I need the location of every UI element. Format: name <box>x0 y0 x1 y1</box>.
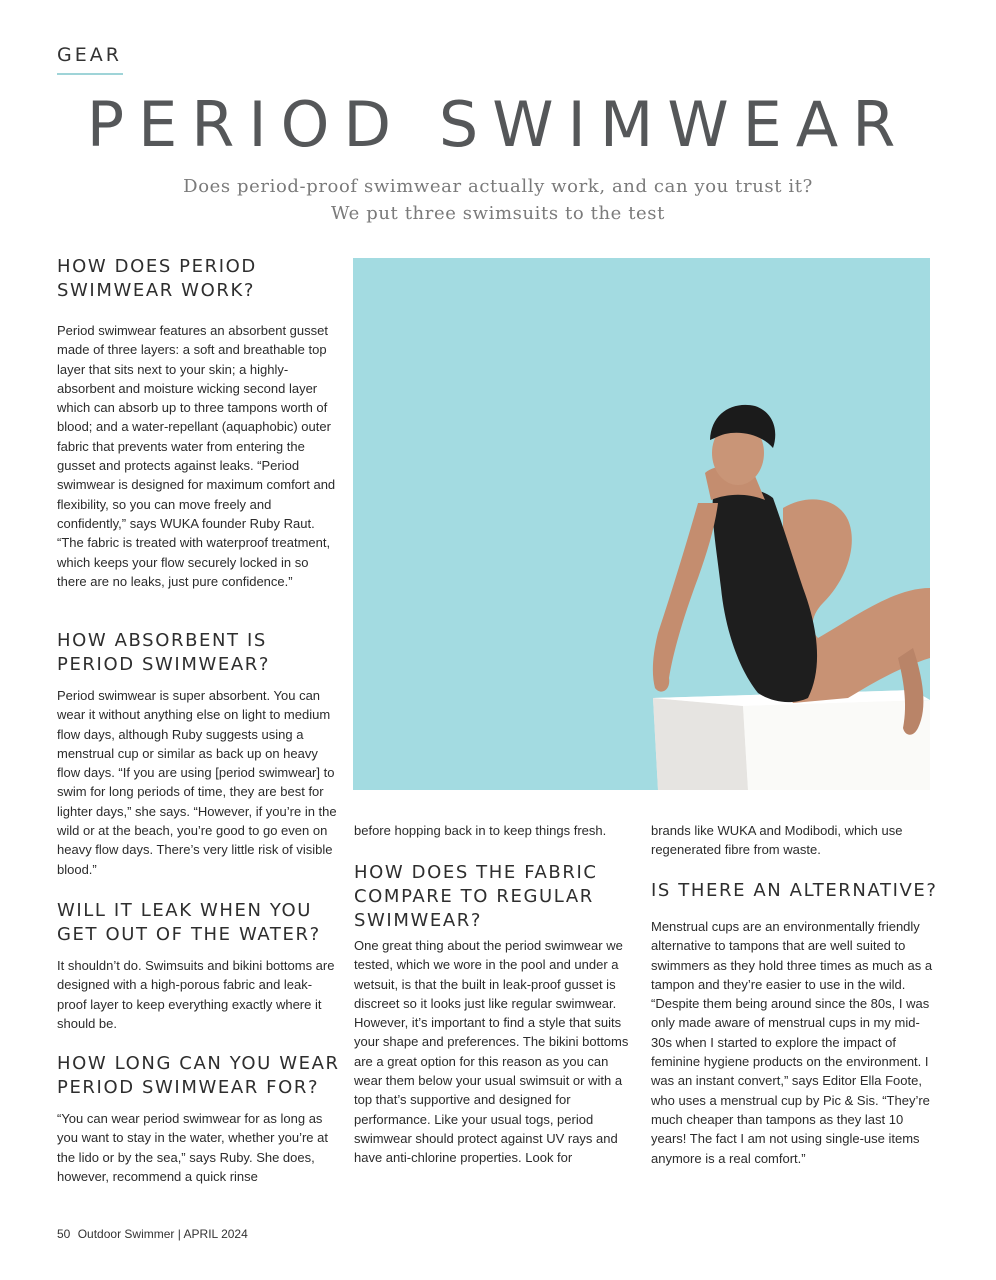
swimmer-illustration <box>353 258 930 790</box>
heading-line: HOW DOES THE FABRIC <box>354 862 598 883</box>
heading-fabric-compare <box>354 861 636 933</box>
heading-line: SWIMWEAR WORK? <box>57 280 256 301</box>
heading-line: IS THERE AN ALTERNATIVE? <box>651 880 938 901</box>
swimmer-photo <box>353 258 930 790</box>
body-how-does-it-work: Period swimwear features an absorbent gusset made of three layers: a soft and breathable top layer that sits next to your skin; a highly-absorbent and moisture wicking second layer which can absorb up to three tampons worth of blood; and a water-repellant (aquaphobic) outer fabric that prevents water from entering the gusset and protects against leaks. “Period swimwear is designed for maximum comfort and flexibility, so you can move freely and confidently,” says WUKA founder Ruby Raut. “The fabric is treated with waterproof treatment, which keeps your flow securely locked in so there are no leaks, just pure confidence.” <box>57 323 336 589</box>
heading-how-does-it-work <box>57 255 339 303</box>
body-how-absorbent: Period swimwear is super absorbent. You can wear it without anything else on light to medium flow days, although Ruby suggests using a menstrual cup or similar as back up on heavy flow days. “If you are using [period swimwear] to swim for long periods of time, they are best for lighter days,” she says. “However, if you’re in the wild or at the beach, you’re good to go even on heavy flow days. There’s very little risk of visible blood.” <box>57 688 337 877</box>
heading-line: PERIOD SWIMWEAR FOR? <box>57 1077 320 1098</box>
heading-line: HOW LONG CAN YOU WEAR <box>57 1053 340 1074</box>
heading-line: HOW DOES PERIOD <box>57 256 257 277</box>
body-will-it-leak: It shouldn’t do. Swimsuits and bikini bottoms are designed with a high-porous fabric and leak-proof layer to keep everything exactly where it should be. <box>57 958 335 1031</box>
subtitle-line: Does period-proof swimwear actually work, and can you trust it? <box>183 176 813 197</box>
heading-alternative <box>651 879 938 903</box>
body-fabric-compare: One great thing about the period swimwear we tested, which we wore in the pool and under a wetsuit, is that the built in leak-proof gusset is discreet so it looks just like regular swimwear. However, it’s important to find a style that suits your shape and preferences. The bikini bottoms are a great option for this reason as you can wear them below your usual swimsuit or with a top that’s supportive and designed for performance. Like your usual togs, period swimwear should protect against UV rays and have anti-chlorine properties. Look for <box>354 938 629 1166</box>
heading-line: PERIOD SWIMWEAR? <box>57 654 271 675</box>
page-number: 50 <box>57 1227 71 1241</box>
article-subtitle <box>0 173 996 227</box>
heading-line: COMPARE TO REGULAR <box>354 886 594 907</box>
heading-line: WILL IT LEAK WHEN YOU <box>57 900 312 921</box>
heading-line: SWIMWEAR? <box>354 910 483 931</box>
heading-line: HOW ABSORBENT IS <box>57 630 267 651</box>
body-how-long: “You can wear period swimwear for as long as you want to stay in the water, whether you’re at the lido or by the sea,” says Ruby. She does, however, recommend a quick rinse <box>57 1111 328 1184</box>
article-title: PERIOD SWIMWEAR <box>86 88 910 161</box>
page-footer <box>57 1227 252 1241</box>
section-tag: GEAR <box>57 44 122 66</box>
body-col3-continued: brands like WUKA and Modibodi, which use regenerated fibre from waste. <box>651 823 903 858</box>
publication-info: Outdoor Swimmer | APRIL 2024 <box>77 1227 248 1241</box>
section-tag-underline <box>57 73 123 75</box>
heading-line: GET OUT OF THE WATER? <box>57 924 321 945</box>
heading-how-long <box>57 1052 339 1100</box>
heading-how-absorbent <box>57 629 339 677</box>
subtitle-line: We put three swimsuits to the test <box>331 203 665 224</box>
heading-will-it-leak <box>57 899 339 947</box>
body-col2-continued: before hopping back in to keep things fresh. <box>354 823 607 838</box>
body-alternative: Menstrual cups are an environmentally friendly alternative to tampons that are well suited to swimmers as they hold three times as much as a tampon and they’re easier to use in the wild. “Despite them being around since the 80s, I was only made aware of menstrual cups in my mid-30s when I started to explore the impact of feminine hygiene products on the environment. I was an instant convert,” says Editor Ella Foote, who uses a menstrual cup by Pic & Sis. “They’re much cheaper than tampons as they last 10 years! The fact I am not using single-use items anymore is a real comfort.” <box>651 919 933 1166</box>
